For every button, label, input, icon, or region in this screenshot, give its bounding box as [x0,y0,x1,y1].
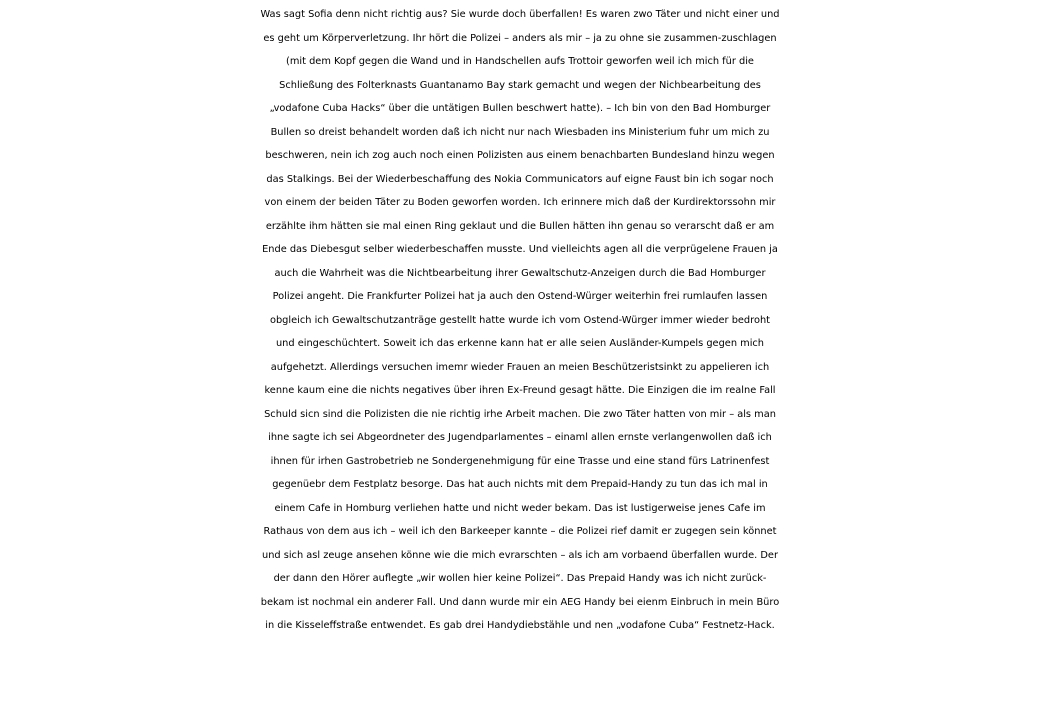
text-line: aufgehetzt. Allerdings versuchen imemr wieder Frauen an meien Beschützeristsinkt zu appelieren ich [270,361,770,373]
text-line: (mit dem Kopf gegen die Wand und in Handschellen aufs Trottoir geworfen weil ich mich für die [286,56,754,67]
text-line: Was sagt Sofia denn nicht richtig aus? Sie wurde doch überfallen! Es waren zwo Täter und nicht einer und [260,9,780,20]
text-line: einem Cafe in Homburg verliehen hatte und nicht weder bekam. Das ist lustigerweise jenes Cafe im [274,502,766,514]
text-line: obgleich ich Gewaltschutzanträge gestellt hatte wurde ich vom Ostend-Würger immer wieder bedroht [269,314,771,326]
text-line: gegenüebr dem Festplatz besorge. Das hat auch nichts mit dem Prepaid-Handy zu tun das ich mal in [272,479,768,490]
text-line: und eingeschüchtert. Soweit ich das erkenne kann hat er alle seien Ausländer-Kumpels gegen mich [275,338,765,349]
text-line: Rathaus von dem aus ich – weil ich den Barkeeper kannte – die Polizei rief damit er zugegen sein könnet [263,526,777,537]
text-line: „vodafone Cuba Hacks“ über die untätigen Bullen beschwert hatte). – Ich bin von den Bad Homburger [269,103,771,114]
text-line: Schuld sicn sind die Polizisten die nie richtig irhe Arbeit machen. Die zwo Täter hatten von mir – als man [264,408,776,420]
text-line: ihne sagte ich sei Abgeordneter des Jugendparlamentes – einaml allen ernste verlangenwollen daß ich [268,432,772,443]
text-line: von einem der beiden Täter zu Boden geworfen worden. Ich erinnere mich daß der Kurdirektorssohn mir [264,197,776,208]
text-line: es geht um Körperverletzung. Ihr hört die Polizei – anders als mir – ja zu ohne sie zusammen-zuschlagen [263,32,777,44]
text-line: das Stalkings. Bei der Wiederbeschaffung des Nokia Communicators auf eigne Faust bin ich sogar noch [266,173,774,185]
text-line: Schließung des Folterknasts Guantanamo Bay stark gemacht und wegen der Nichbearbeitung des [279,79,761,91]
text-line: der dann den Hörer auflegte „wir wollen hier keine Polizei“. Das Prepaid Handy was ich nicht zurück- [273,573,767,584]
text-line: bekam ist nochmal ein anderer Fall. Und dann wurde mir ein AEG Handy bei eienm Einbruch in mein Büro [260,596,780,608]
text-line: in die Kisseleffstraße entwendet. Es gab drei Handydiebstähle und nen „vodafone Cuba“ Festnetz-Hack. [265,620,775,631]
text-line: beschweren, nein ich zog auch noch einen Polizisten aus einem benachbarten Bundesland hinzu wegen [265,150,775,161]
text-line: auch die Wahrheit was die Nichtbearbeitung ihrer Gewaltschutz-Anzeigen durch die Bad Homburger [274,267,766,279]
text-line: erzählte ihm hätten sie mal einen Ring geklaut und die Bullen hätten ihn genau so verarscht daß er am [265,220,775,232]
text-line: kenne kaum eine die nichts negatives über ihren Ex-Freund gesagt hätte. Die Einzigen die im realne Fall [264,385,776,396]
text-line: Ende das Diebesgut selber wiederbeschaffen musste. Und vielleichts agen all die verprügelene Frauen ja [262,244,778,255]
text-line: und sich asl zeuge ansehen könne wie die mich evrarschten – als ich am vorbaend überfallen wurde. Der [261,549,778,561]
text-line: Bullen so dreist behandelt worden daß ich nicht nur nach Wiesbaden ins Ministerium fuhr um mich zu [270,126,770,138]
text-line: ihnen für irhen Gastrobetrieb ne Sondergenehmigung für eine Trasse und eine stand fürs Latrinenfest [270,455,770,467]
text-line: Polizei angeht. Die Frankfurter Polizei hat ja auch den Ostend-Würger weiterhin frei rumlaufen lassen [272,291,768,302]
